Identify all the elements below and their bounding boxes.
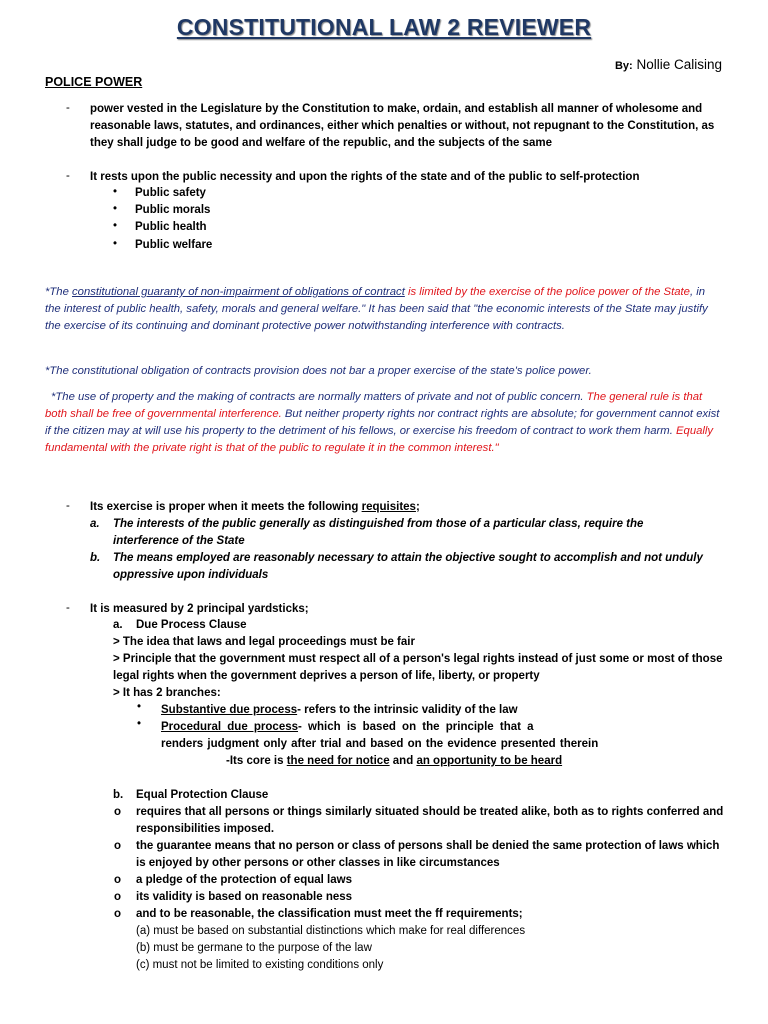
bullet-marker: •	[113, 238, 118, 250]
rests-item-welfare: Public welfare	[135, 239, 213, 251]
requirement-c: (c) must not be limited to existing conditions only	[136, 959, 384, 971]
dash-marker: -	[66, 102, 70, 114]
bullet-marker: •	[137, 718, 142, 730]
due-process-line1: > The idea that laws and legal proceedings must be fair	[113, 636, 415, 648]
quote-part: *The use of property and the making of contracts are normally matters of private and not of public concern.	[51, 391, 584, 403]
punctuation: ;	[415, 501, 420, 513]
definition-text: power vested in the Legislature by the Constitution to make, ordain, and establish all manner of wholesome and reasonable laws, statutes, and ordinances, either which penalties or without, not repugnant to the Constitution, as they shall judge to be good and welfare of the republic, and the subjects of the same	[90, 103, 715, 149]
substantive-due-process	[161, 702, 721, 719]
bullet-marker: •	[113, 220, 118, 232]
equal-protection-item: its validity is based on reasonable ness	[136, 891, 353, 903]
requisite-a: The interests of the public generally as distinguished from those of a particular class, require the interference of the State	[113, 518, 644, 547]
dash-marker: -	[66, 170, 70, 182]
dash-marker: -	[66, 602, 70, 614]
quote-part: Equally fundamental with the private right is that of the public to regulate it in the common interest."	[45, 425, 714, 454]
due-process-line3: > It has 2 branches:	[113, 687, 221, 699]
quote-underlined-phrase: constitutional guaranty of non-impairment of obligations of contract	[72, 286, 405, 298]
substantive-label: Substantive due process	[161, 704, 298, 716]
dash-marker: -	[66, 500, 70, 512]
exercise-lead	[90, 499, 730, 516]
rests-item-morals: Public morals	[135, 204, 211, 216]
procedural-due-process	[161, 719, 581, 736]
quote-red-phrase: is limited by the exercise of the police power of the State	[404, 286, 690, 298]
equal-protection-title: Equal Protection Clause	[136, 789, 269, 801]
rests-upon-text: It rests upon the public necessity and upon the rights of the state and of the public to self-protection	[90, 171, 640, 183]
item-marker: b.	[90, 552, 101, 564]
bullet-marker: •	[113, 203, 118, 215]
core-lead: -Its core is	[226, 755, 287, 767]
requirement-a: (a) must be based on substantial distinctions which make for real differences	[136, 925, 526, 937]
bullet-marker: •	[113, 186, 118, 198]
quote-part: The general rule is that both shall be free of governmental interference.	[45, 391, 703, 420]
item-marker: a.	[90, 518, 100, 530]
circle-marker: o	[114, 874, 122, 886]
rests-item-health: Public health	[135, 221, 207, 233]
equal-protection-item: the guarantee means that no person or class of persons shall be denied the same protection of laws which is enjoyed by other persons or other classes in like circumstances	[136, 840, 720, 869]
procedural-core	[226, 753, 726, 770]
procedural-label: Procedural due process	[161, 721, 299, 733]
equal-protection-item: requires that all persons or things similarly situated should be treated alike, both as to rights conferred and responsibilities imposed.	[136, 806, 724, 835]
author-name: Nollie Calising	[636, 57, 722, 72]
quote-contract-guaranty	[45, 284, 720, 335]
requisites-word: requisites	[361, 501, 416, 513]
section-heading: POLICE POWER	[45, 75, 143, 89]
circle-marker: o	[114, 891, 122, 903]
document-title: CONSTITUTIONAL LAW 2 REVIEWER	[176, 14, 592, 40]
item-marker: b.	[113, 789, 124, 801]
quote-property-contracts	[45, 389, 720, 457]
quote-obligation-contracts: *The constitutional obligation of contracts provision does not bar a proper exercise of the state's police power.	[45, 365, 592, 377]
core-and: and	[389, 755, 417, 767]
equal-protection-item: and to be reasonable, the classification must meet the ff requirements;	[136, 908, 523, 920]
bullet-marker: •	[137, 701, 142, 713]
exercise-lead-text: Its exercise is proper when it meets the following	[90, 501, 362, 513]
quote-part: But neither property rights nor contract rights are absolute; for government cannot exist if the citizen may at will use his property to the detriment of his fellows, or exercise his freedom of contract to work them harm.	[45, 408, 720, 437]
core-notice: the need for notice	[286, 755, 390, 767]
substantive-text: - refers to the intrinsic validity of the law	[297, 704, 518, 716]
byline	[615, 57, 722, 72]
item-marker: a.	[113, 619, 123, 631]
circle-marker: o	[114, 908, 122, 920]
circle-marker: o	[114, 840, 122, 852]
byline-label: By:	[614, 60, 633, 72]
requirement-b: (b) must be germane to the purpose of the law	[136, 942, 372, 954]
quote-rest: , in the interest of public health, safety, morals and general welfare." It has been said that "the economic interests of the State may justify the exercise of its continuing and dominant protective power notwithstanding interference with contracts.	[45, 286, 708, 332]
yardsticks-lead: It is measured by 2 principal yardsticks;	[90, 603, 309, 615]
due-process-line2: > Principle that the government must respect all of a person's legal rights instead of just some or most of those legal rights when the government deprives a person of life, liberty, or property	[113, 653, 723, 682]
procedural-continuation: renders judgment only after trial and based on the evidence presented therein	[161, 738, 599, 750]
equal-protection-item: a pledge of the protection of equal laws	[136, 874, 352, 886]
core-hearing: an opportunity to be heard	[416, 755, 563, 767]
quote-prefix: *The	[45, 286, 73, 298]
due-process-title: Due Process Clause	[136, 619, 247, 631]
requisite-b: The means employed are reasonably necessary to attain the objective sought to accomplish and not unduly oppressive upon individuals	[113, 552, 703, 581]
procedural-text: - which is based on the principle that a	[298, 721, 534, 733]
rests-item-safety: Public safety	[135, 187, 206, 199]
circle-marker: o	[114, 806, 122, 818]
